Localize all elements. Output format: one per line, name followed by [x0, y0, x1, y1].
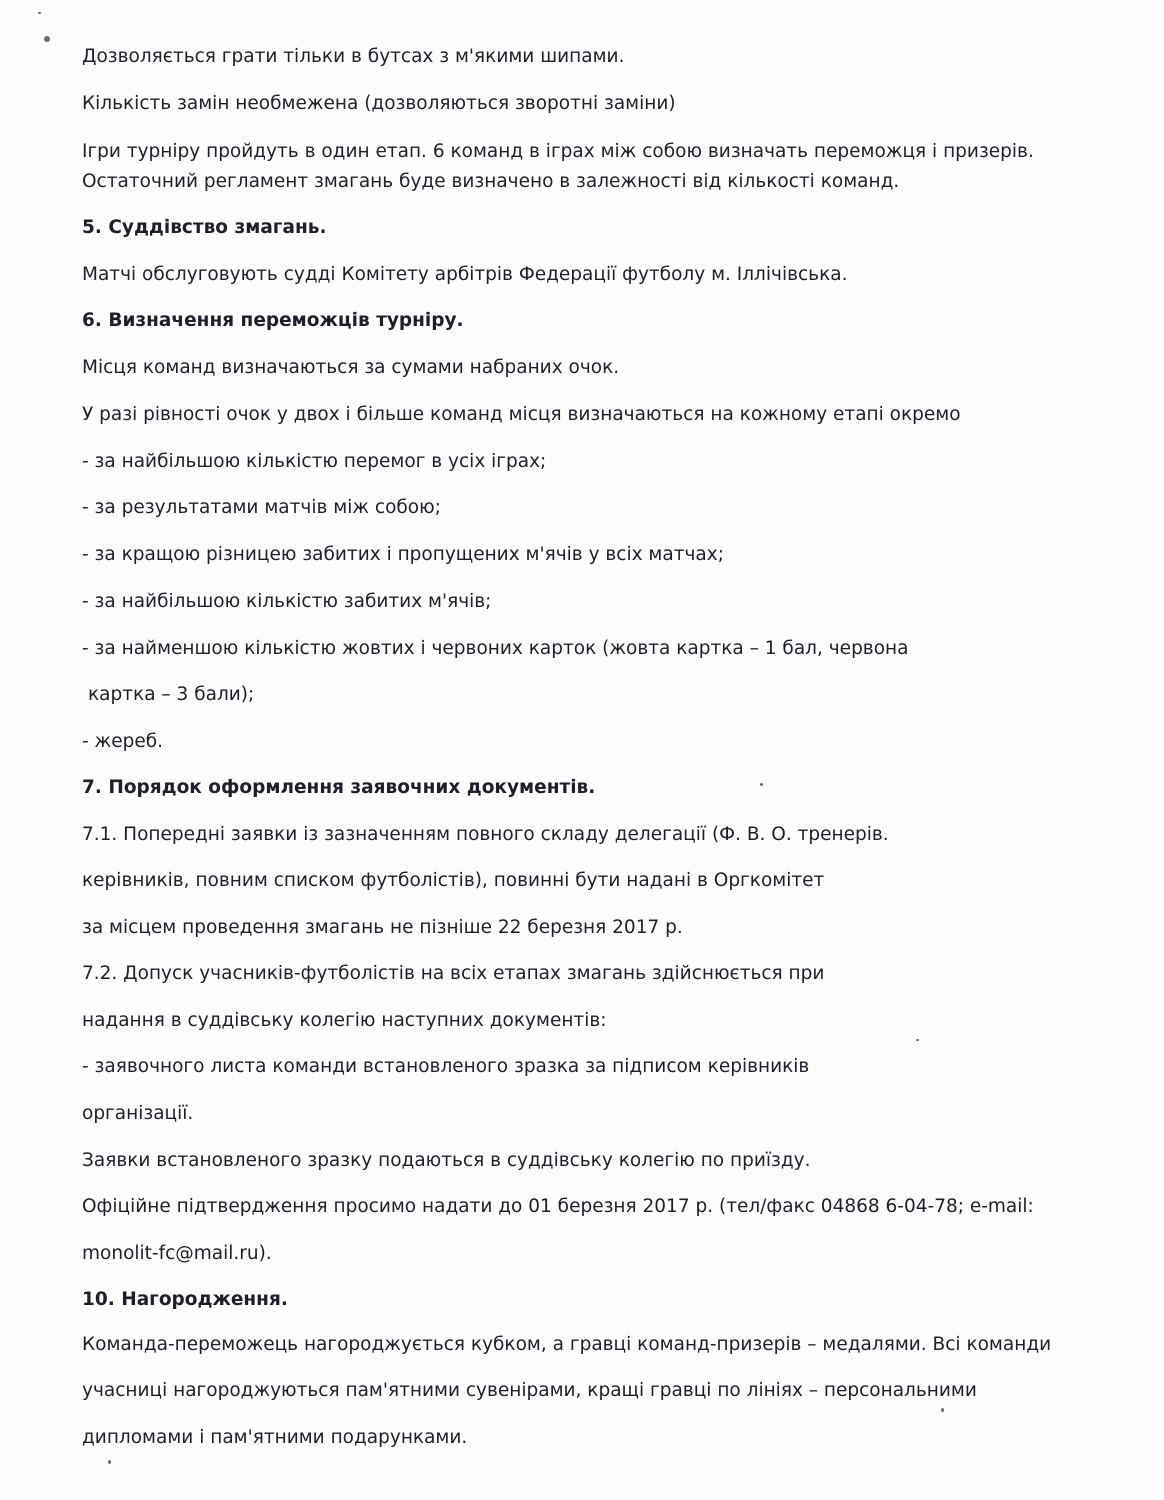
- paragraph-7-1-line1: 7.1. Попередні заявки із зазначенням повного складу делегації (Ф. В. О. тренерів.: [82, 824, 889, 845]
- section-heading-awards: 10. Нагородження.: [82, 1289, 288, 1310]
- section-heading-documents: 7. Порядок оформлення заявочних документів.: [82, 777, 596, 798]
- paragraph-7-1-line2: керівників, повним списком футболістів), повинні бути надані в Оргкомітет: [82, 870, 825, 891]
- paragraph-points: Місця команд визначаються за сумами набраних очок.: [82, 357, 620, 378]
- list-item-fewest-cards: - за найменшою кількістю жовтих і червоних карток (жовта картка – 1 бал, червона: [82, 638, 909, 659]
- paragraph-7-2-line2: надання в суддівську колегію наступних документів:: [82, 1010, 607, 1031]
- section-heading-refereeing: 5. Суддівство змагань.: [82, 217, 327, 238]
- scan-speck: [760, 783, 763, 786]
- list-item-application-form: - заявочного листа команди встановленого зразка за підписом керівників: [82, 1056, 810, 1077]
- paragraph-referees: Матчі обслуговують судді Комітету арбітрів Федерації футболу м. Іллічівська.: [82, 264, 848, 285]
- list-item-application-form-cont: організації.: [82, 1103, 194, 1124]
- paragraph-final-regulation: Остаточний регламент змагань буде визначено в залежності від кількості команд.: [82, 171, 900, 192]
- paragraph-applications-on-arrival: Заявки встановленого зразку подаються в суддівську колегію по приїзду.: [82, 1150, 811, 1171]
- list-item-head-to-head: - за результатами матчів між собою;: [82, 497, 441, 518]
- paragraph-email: monolit-fc@mail.ru).: [82, 1243, 272, 1264]
- list-item-fewest-cards-cont: картка – 3 бали);: [88, 684, 255, 705]
- paragraph-tournament-stage: Ігри турніру пройдуть в один етап. 6 команд в іграх між собою визначать переможця і призерів.: [82, 141, 1034, 162]
- paragraph-confirmation: Офіційне підтвердження просимо надати до 01 березня 2017 р. (тел/факс 04868 6-04-78; e-mail:: [82, 1196, 1034, 1217]
- section-heading-winners: 6. Визначення переможців турніру.: [82, 310, 464, 331]
- list-item-goals-scored: - за найбільшою кількістю забитих м'ячів;: [82, 591, 492, 612]
- paragraph-boots-rule: Дозволяється грати тільки в бутсах з м'якими шипами.: [82, 46, 625, 67]
- paragraph-awards-line1: Команда-переможець нагороджується кубком, а гравці команд-призерів – медалями. Всі команди: [82, 1334, 1052, 1355]
- list-item-goal-difference: - за кращою різницею забитих і пропущених м'ячів у всіх матчах;: [82, 544, 724, 565]
- paragraph-7-1-line3: за місцем проведення змагань не пізніше 22 березня 2017 р.: [82, 917, 683, 938]
- list-item-most-wins: - за найбільшою кількістю перемог в усіх іграх;: [82, 451, 547, 472]
- scan-speck: [38, 12, 41, 14]
- scan-speck: [941, 1408, 944, 1412]
- paragraph-tie-rule: У разі рівності очок у двох і більше команд місця визначаються на кожному етапі окремо: [82, 404, 961, 425]
- paragraph-awards-line2: учасниці нагороджуються пам'ятними сувенірами, кращі гравці по лініях – персональними: [82, 1380, 977, 1401]
- paragraph-awards-line3: дипломами і пам'ятними подарунками.: [82, 1427, 468, 1448]
- scan-speck: [108, 1460, 111, 1464]
- paragraph-substitutions: Кількість замін необмежена (дозволяються зворотні заміни): [82, 93, 676, 114]
- list-item-lot: - жереб.: [82, 731, 164, 752]
- scan-speck: [916, 1039, 919, 1041]
- paragraph-7-2-line1: 7.2. Допуск учасників-футболістів на всіх етапах змагань здійснюється при: [82, 963, 825, 984]
- scan-speck: [44, 36, 50, 42]
